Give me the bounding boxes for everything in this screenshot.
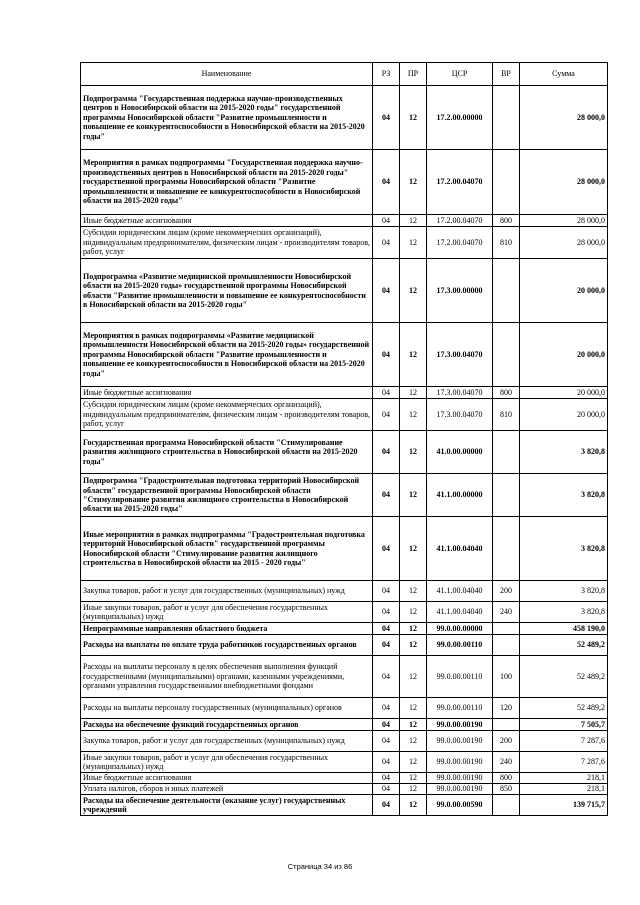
cell-vr bbox=[493, 323, 520, 387]
cell-name: Иные мероприятия в рамках подпрограммы "Градостроительная подготовка территорий Новосибирской области" государственной программы Новосибирской области "Стимулирование развития жилищного строительства в Новосибирской области на 2015 - 2020 годы" bbox=[81, 517, 373, 581]
cell-csr: 41.1.00.04040 bbox=[427, 602, 493, 623]
table-row bbox=[81, 656, 608, 698]
table-row bbox=[81, 731, 608, 752]
cell-name: Иные закупки товаров, работ и услуг для обеспечения государственных (муниципальных) нужд bbox=[81, 752, 373, 773]
cell-rz: 04 bbox=[373, 752, 400, 773]
table-row bbox=[81, 431, 608, 474]
cell-sum: 28 000,0 bbox=[520, 150, 608, 215]
cell-pr: 12 bbox=[400, 656, 427, 698]
cell-vr bbox=[493, 623, 520, 635]
cell-name: Иные бюджетные ассигнования bbox=[81, 387, 373, 399]
cell-rz: 04 bbox=[373, 635, 400, 656]
header-pr: ПР bbox=[400, 63, 427, 86]
cell-csr: 99.0.00.00000 bbox=[427, 623, 493, 635]
cell-name: Расходы на обеспечение деятельности (оказание услуг) государственных учреждений bbox=[81, 795, 373, 816]
page-footer: Страница 34 из 86 bbox=[287, 862, 353, 871]
cell-sum: 52 489,2 bbox=[520, 635, 608, 656]
cell-rz: 04 bbox=[373, 431, 400, 474]
cell-sum: 3 820,8 bbox=[520, 474, 608, 517]
cell-csr: 41.1.00.00000 bbox=[427, 474, 493, 517]
cell-sum: 3 820,8 bbox=[520, 517, 608, 581]
cell-name: Иные закупки товаров, работ и услуг для обеспечения государственных (муниципальных) нужд bbox=[81, 602, 373, 623]
header-rz: РЗ bbox=[373, 63, 400, 86]
cell-name: Расходы на обеспечение функций государственных органов bbox=[81, 719, 373, 731]
table-row bbox=[81, 86, 608, 150]
cell-pr: 12 bbox=[400, 227, 427, 259]
header-vr: ВР bbox=[493, 63, 520, 86]
cell-name: Иные бюджетные ассигнования bbox=[81, 215, 373, 227]
table-row bbox=[81, 323, 608, 387]
cell-vr: 850 bbox=[493, 784, 520, 795]
cell-vr: 800 bbox=[493, 215, 520, 227]
table-row bbox=[81, 635, 608, 656]
cell-csr: 99.0.00.00110 bbox=[427, 656, 493, 698]
cell-sum: 3 820,8 bbox=[520, 602, 608, 623]
cell-name: Закупка товаров, работ и услуг для государственных (муниципальных) нужд bbox=[81, 731, 373, 752]
table-row bbox=[81, 784, 608, 795]
cell-vr bbox=[493, 86, 520, 150]
cell-rz: 04 bbox=[373, 150, 400, 215]
cell-csr: 99.0.00.00110 bbox=[427, 698, 493, 719]
cell-rz: 04 bbox=[373, 795, 400, 816]
cell-sum: 20 000,0 bbox=[520, 259, 608, 323]
cell-pr: 12 bbox=[400, 150, 427, 215]
table-row bbox=[81, 387, 608, 399]
table-row bbox=[81, 215, 608, 227]
cell-vr: 200 bbox=[493, 581, 520, 602]
cell-name: Подпрограмма "Градостроительная подготовка территорий Новосибирской области" государственной программы Новосибирской области "Стимулирование развития жилищного строительства в Новосибирской области на 2015-2020 годы" bbox=[81, 474, 373, 517]
cell-pr: 12 bbox=[400, 698, 427, 719]
cell-sum: 20 000,0 bbox=[520, 323, 608, 387]
cell-rz: 04 bbox=[373, 517, 400, 581]
cell-rz: 04 bbox=[373, 259, 400, 323]
cell-rz: 04 bbox=[373, 719, 400, 731]
cell-sum: 28 000,0 bbox=[520, 215, 608, 227]
cell-sum: 20 000,0 bbox=[520, 399, 608, 431]
cell-csr: 99.0.00.00190 bbox=[427, 719, 493, 731]
cell-pr: 12 bbox=[400, 731, 427, 752]
cell-vr: 240 bbox=[493, 602, 520, 623]
cell-rz: 04 bbox=[373, 698, 400, 719]
cell-rz: 04 bbox=[373, 399, 400, 431]
cell-pr: 12 bbox=[400, 259, 427, 323]
budget-table bbox=[80, 62, 608, 816]
cell-sum: 52 489,2 bbox=[520, 698, 608, 719]
cell-name: Уплата налогов, сборов и иных платежей bbox=[81, 784, 373, 795]
table-row bbox=[81, 399, 608, 431]
cell-csr: 99.0.00.00590 bbox=[427, 795, 493, 816]
cell-vr bbox=[493, 635, 520, 656]
cell-rz: 04 bbox=[373, 323, 400, 387]
table-row bbox=[81, 474, 608, 517]
table-row bbox=[81, 517, 608, 581]
cell-pr: 12 bbox=[400, 387, 427, 399]
cell-rz: 04 bbox=[373, 656, 400, 698]
cell-sum: 458 190,0 bbox=[520, 623, 608, 635]
cell-csr: 99.0.00.00190 bbox=[427, 731, 493, 752]
cell-vr: 810 bbox=[493, 227, 520, 259]
cell-sum: 3 820,8 bbox=[520, 581, 608, 602]
cell-pr: 12 bbox=[400, 635, 427, 656]
cell-vr: 200 bbox=[493, 731, 520, 752]
table-row bbox=[81, 698, 608, 719]
cell-name: Мероприятия в рамках подпрограммы "Государственная поддержка научно-производственных центров в Новосибирской области на 2015-2020 годы" государственной программы Новосибирской области "Развитие промышленности и повышение ее конкурентоспособности в Новосибирской области на 2015-2020 годы" bbox=[81, 150, 373, 215]
cell-sum: 139 715,7 bbox=[520, 795, 608, 816]
cell-csr: 41.0.00.00000 bbox=[427, 431, 493, 474]
cell-vr bbox=[493, 474, 520, 517]
cell-pr: 12 bbox=[400, 602, 427, 623]
cell-rz: 04 bbox=[373, 784, 400, 795]
table-row bbox=[81, 227, 608, 259]
cell-csr: 17.3.00.04070 bbox=[427, 323, 493, 387]
cell-csr: 99.0.00.00190 bbox=[427, 773, 493, 784]
cell-sum: 7 505,7 bbox=[520, 719, 608, 731]
cell-pr: 12 bbox=[400, 86, 427, 150]
table-row bbox=[81, 581, 608, 602]
cell-pr: 12 bbox=[400, 431, 427, 474]
cell-rz: 04 bbox=[373, 387, 400, 399]
cell-pr: 12 bbox=[400, 581, 427, 602]
table-row bbox=[81, 795, 608, 816]
table-row bbox=[81, 602, 608, 623]
cell-pr: 12 bbox=[400, 215, 427, 227]
cell-vr: 120 bbox=[493, 698, 520, 719]
cell-csr: 17.2.00.00000 bbox=[427, 86, 493, 150]
table-row bbox=[81, 623, 608, 635]
table-header-row bbox=[81, 63, 608, 86]
cell-name: Расходы на выплаты персоналу в целях обеспечения выполнения функций государственными (муниципальными) органами, казенными учреждениями, органами управления государственными внебюджетными фондами bbox=[81, 656, 373, 698]
table-row bbox=[81, 719, 608, 731]
cell-sum: 7 287,6 bbox=[520, 752, 608, 773]
cell-rz: 04 bbox=[373, 731, 400, 752]
cell-pr: 12 bbox=[400, 719, 427, 731]
cell-vr bbox=[493, 517, 520, 581]
cell-csr: 17.3.00.04070 bbox=[427, 399, 493, 431]
cell-csr: 41.1.00.04040 bbox=[427, 581, 493, 602]
cell-rz: 04 bbox=[373, 623, 400, 635]
cell-rz: 04 bbox=[373, 474, 400, 517]
table-row bbox=[81, 259, 608, 323]
table-row bbox=[81, 773, 608, 784]
cell-sum: 28 000,0 bbox=[520, 227, 608, 259]
cell-rz: 04 bbox=[373, 86, 400, 150]
cell-sum: 28 000,0 bbox=[520, 86, 608, 150]
cell-pr: 12 bbox=[400, 517, 427, 581]
cell-name: Подпрограмма "Государственная поддержка научно-производственных центров в Новосибирской области на 2015-2020 годы" государственной программы Новосибирской области "Развитие промышленности и повышение ее конкурентоспособности в Новосибирской области на 2015-2020 годы" bbox=[81, 86, 373, 150]
cell-rz: 04 bbox=[373, 773, 400, 784]
cell-name: Расходы на выплаты по оплате труда работников государственных органов bbox=[81, 635, 373, 656]
cell-vr: 810 bbox=[493, 399, 520, 431]
cell-vr: 800 bbox=[493, 387, 520, 399]
cell-name: Непрограммные направления областного бюджета bbox=[81, 623, 373, 635]
cell-pr: 12 bbox=[400, 784, 427, 795]
cell-pr: 12 bbox=[400, 474, 427, 517]
cell-name: Субсидии юридическим лицам (кроме некоммерческих организаций), индивидуальным предпринимателям, физическим лицам - производителям товаров, работ, услуг bbox=[81, 227, 373, 259]
cell-pr: 12 bbox=[400, 752, 427, 773]
cell-name: Закупка товаров, работ и услуг для государственных (муниципальных) нужд bbox=[81, 581, 373, 602]
header-csr: ЦСР bbox=[427, 63, 493, 86]
cell-csr: 17.3.00.04070 bbox=[427, 387, 493, 399]
cell-vr: 100 bbox=[493, 656, 520, 698]
header-name: Наименование bbox=[81, 63, 373, 86]
cell-vr bbox=[493, 719, 520, 731]
table-row bbox=[81, 752, 608, 773]
table-row bbox=[81, 150, 608, 215]
cell-csr: 99.0.00.00110 bbox=[427, 635, 493, 656]
cell-vr bbox=[493, 431, 520, 474]
cell-csr: 17.3.00.00000 bbox=[427, 259, 493, 323]
cell-csr: 99.0.00.00190 bbox=[427, 784, 493, 795]
cell-vr: 800 bbox=[493, 773, 520, 784]
cell-pr: 12 bbox=[400, 623, 427, 635]
cell-sum: 20 000,0 bbox=[520, 387, 608, 399]
cell-pr: 12 bbox=[400, 773, 427, 784]
cell-csr: 41.1.00.04040 bbox=[427, 517, 493, 581]
cell-pr: 12 bbox=[400, 323, 427, 387]
cell-csr: 99.0.00.00190 bbox=[427, 752, 493, 773]
cell-rz: 04 bbox=[373, 227, 400, 259]
cell-csr: 17.2.00.04070 bbox=[427, 227, 493, 259]
cell-csr: 17.2.00.04070 bbox=[427, 150, 493, 215]
cell-name: Государственная программа Новосибирской области "Стимулирование развития жилищного строительства в Новосибирской области на 2015-2020 годы" bbox=[81, 431, 373, 474]
cell-vr: 240 bbox=[493, 752, 520, 773]
cell-pr: 12 bbox=[400, 795, 427, 816]
cell-vr bbox=[493, 795, 520, 816]
cell-name: Подпрограмма «Развитие медицинской промышленности Новосибирской области на 2015-2020 годы» государственной программы Новосибирской области "Развитие промышленности и повышение ее конкурентоспособности в Новосибирской области на 2015-2020 годы" bbox=[81, 259, 373, 323]
cell-vr bbox=[493, 150, 520, 215]
cell-sum: 218,1 bbox=[520, 773, 608, 784]
cell-name: Мероприятия в рамках подпрограммы «Развитие медицинской промышленности Новосибирской области на 2015-2020 годы» государственной программы Новосибирской области "Развитие промышленности и повышение ее конкурентоспособности в Новосибирской области на 2015-2020 годы" bbox=[81, 323, 373, 387]
cell-sum: 218,1 bbox=[520, 784, 608, 795]
table-body bbox=[81, 86, 608, 816]
cell-rz: 04 bbox=[373, 581, 400, 602]
cell-vr bbox=[493, 259, 520, 323]
cell-name: Субсидии юридическим лицам (кроме некоммерческих организаций), индивидуальным предпринимателям, физическим лицам - производителям товаров, работ, услуг bbox=[81, 399, 373, 431]
cell-rz: 04 bbox=[373, 215, 400, 227]
cell-name: Расходы на выплаты персоналу государственных (муниципальных) органов bbox=[81, 698, 373, 719]
cell-csr: 17.2.00.04070 bbox=[427, 215, 493, 227]
cell-sum: 7 287,6 bbox=[520, 731, 608, 752]
cell-sum: 52 489,2 bbox=[520, 656, 608, 698]
cell-rz: 04 bbox=[373, 602, 400, 623]
cell-sum: 3 820,8 bbox=[520, 431, 608, 474]
cell-name: Иные бюджетные ассигнования bbox=[81, 773, 373, 784]
cell-pr: 12 bbox=[400, 399, 427, 431]
header-sum: Сумма bbox=[520, 63, 608, 86]
